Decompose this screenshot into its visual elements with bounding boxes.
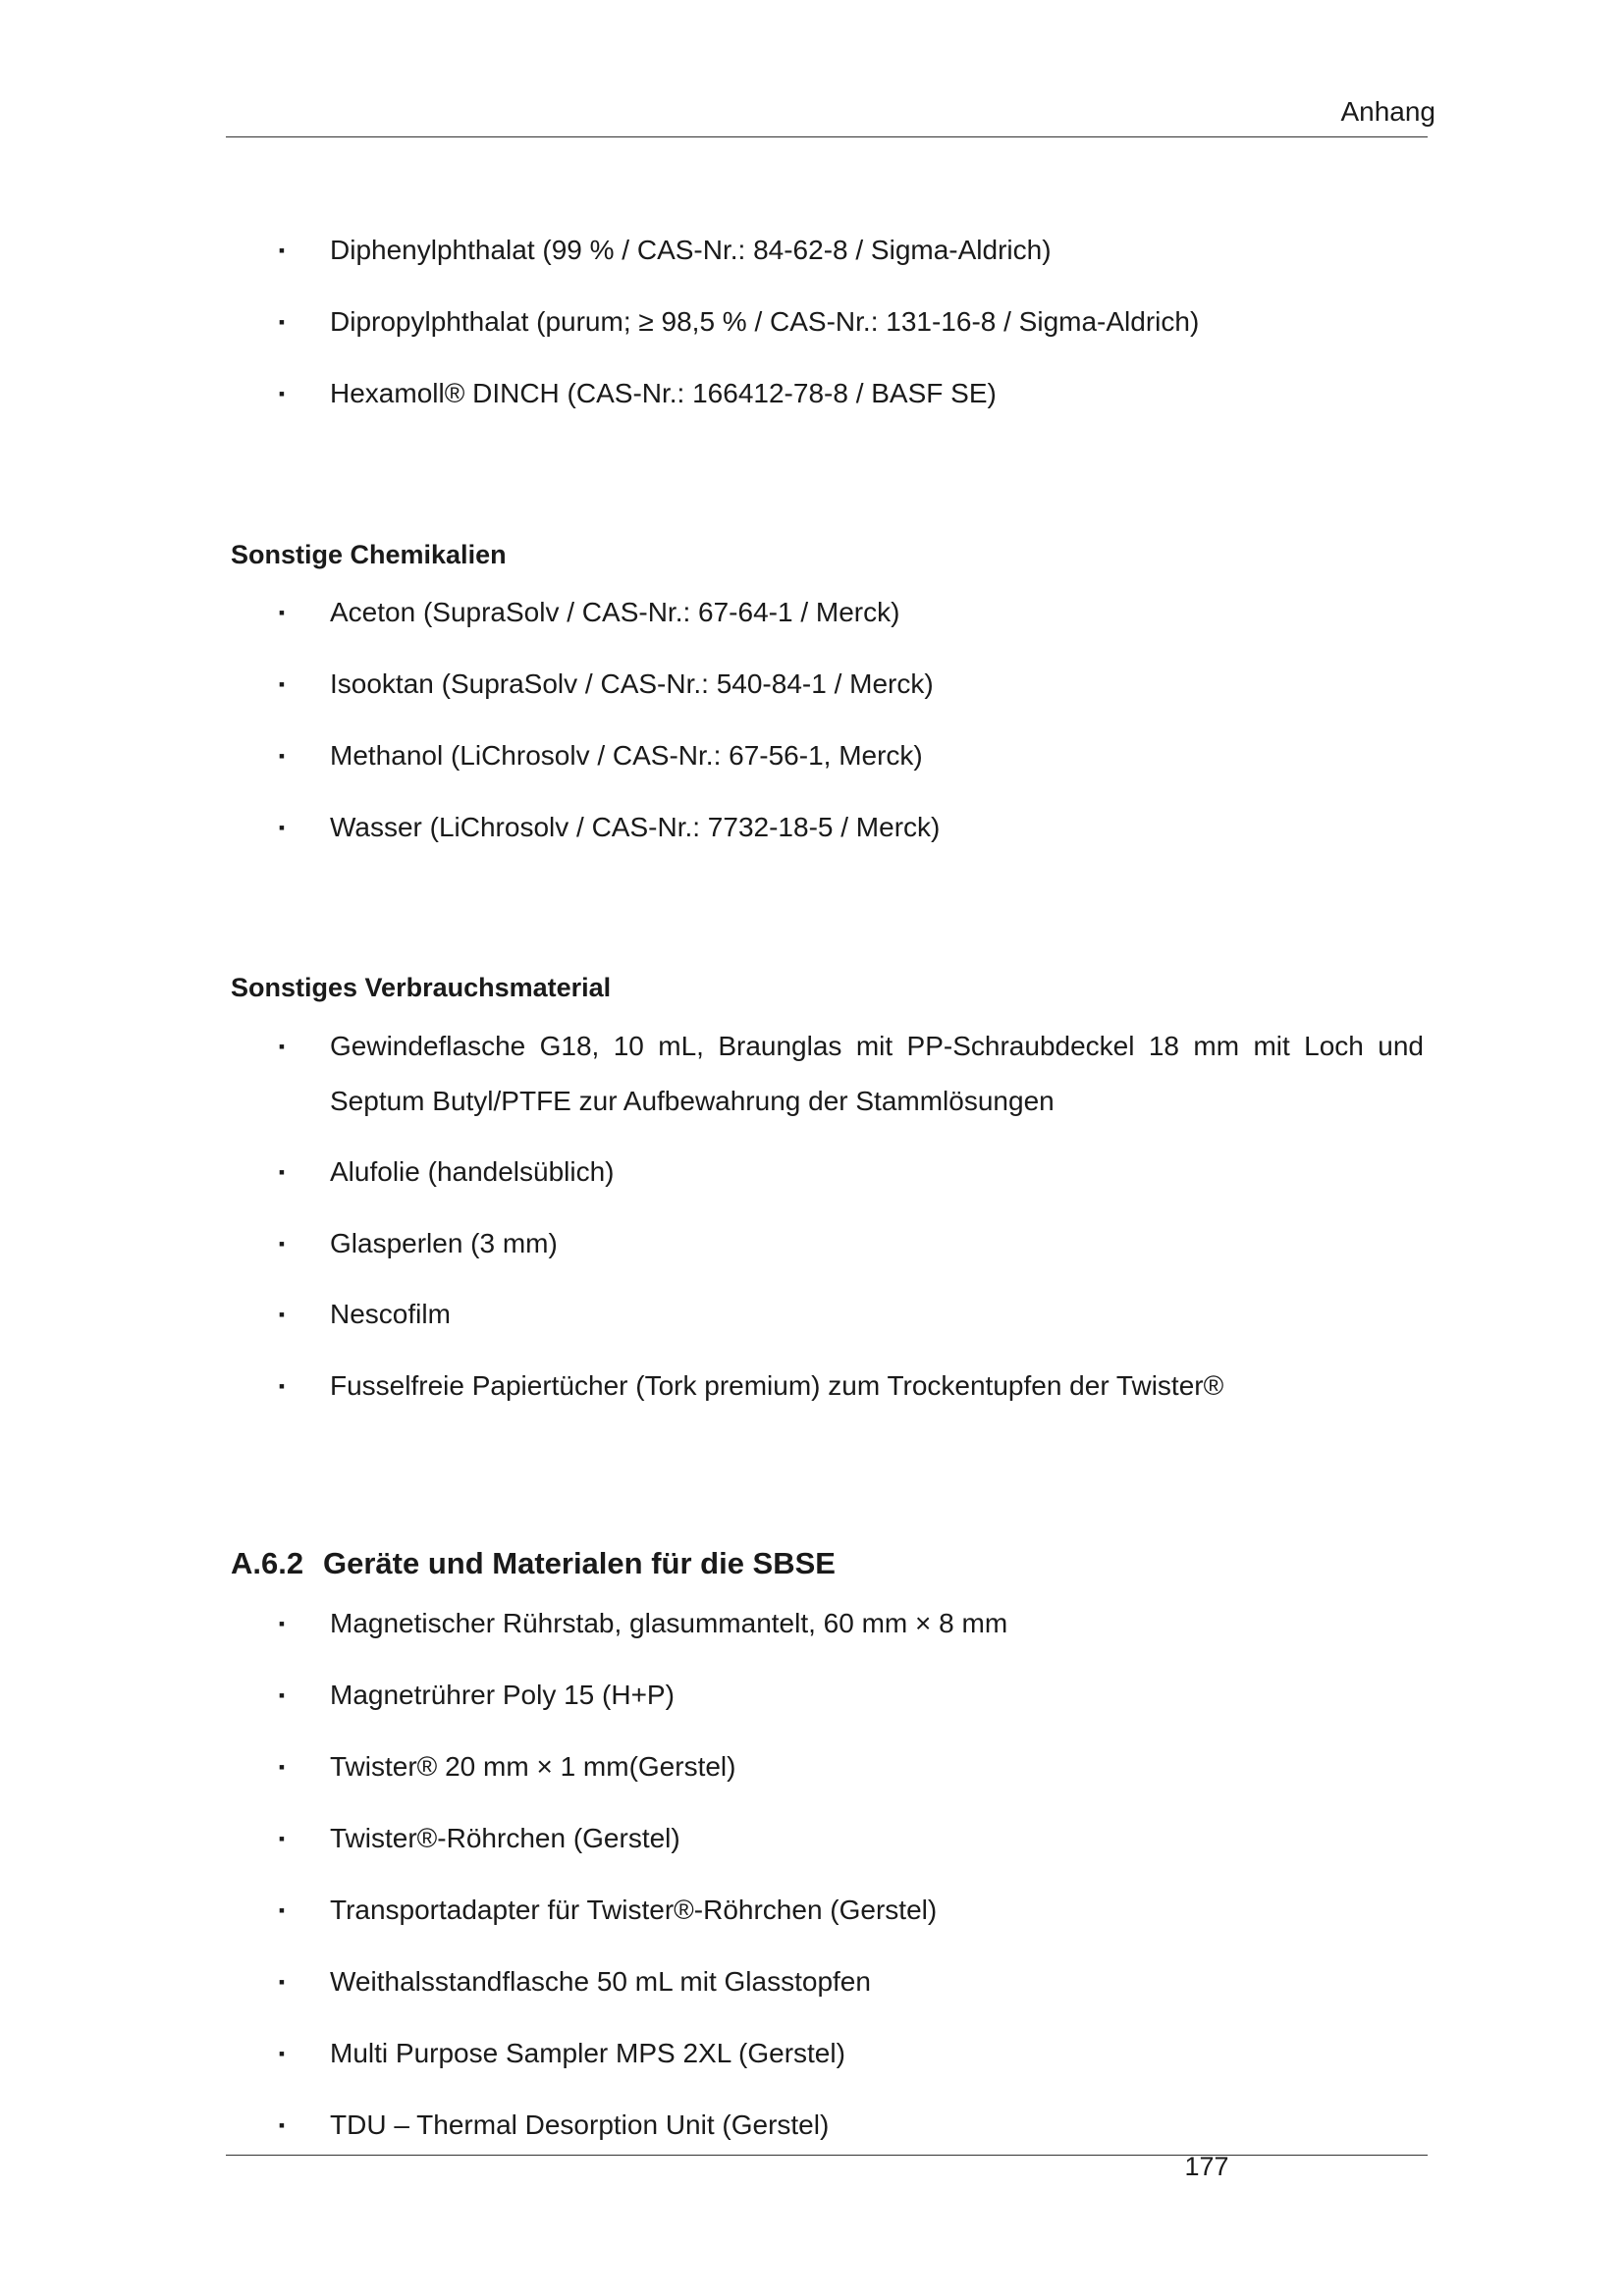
list-item-text: Alufolie (handelsüblich) xyxy=(330,1156,615,1187)
list-item-text: Wasser (LiChrosolv / CAS-Nr.: 7732-18-5 / Merck) xyxy=(330,812,941,842)
list-item-text: Glasperlen (3 mm) xyxy=(330,1228,558,1258)
bullet-icon: ▪ xyxy=(278,1829,286,1848)
bullet-icon: ▪ xyxy=(278,240,286,260)
list-item-text: Methanol (LiChrosolv / CAS-Nr.: 67-56-1, Merck) xyxy=(330,740,923,771)
list-item xyxy=(275,305,1424,339)
list-item xyxy=(275,811,1424,844)
list-item-text: Fusselfreie Papiertücher (Tork premium) zum Trockentupfen der Twister® xyxy=(330,1370,1224,1401)
list-item-text: Diphenylphthalat (99 % / CAS-Nr.: 84-62-8 / Sigma-Aldrich) xyxy=(330,235,1052,265)
section-heading-consumables: Sonstiges Verbrauchsmaterial xyxy=(231,973,612,1002)
list-item xyxy=(275,1155,1424,1189)
list-item xyxy=(275,2037,1424,2070)
list-item-text: Nescofilm xyxy=(330,1299,451,1329)
list-item-text: Weithalsstandflasche 50 mL mit Glasstopfen xyxy=(330,1966,871,1997)
list-item-text: Transportadapter für Twister®-Röhrchen (Gerstel) xyxy=(330,1895,938,1925)
header-rule xyxy=(226,136,1428,137)
page-number: 177 xyxy=(1184,2152,1229,2181)
bullet-icon: ▪ xyxy=(278,1614,286,1633)
bullet-icon: ▪ xyxy=(278,603,286,622)
list-item-text: Hexamoll® DINCH (CAS-Nr.: 166412-78-8 / BASF SE) xyxy=(330,378,997,408)
list-item xyxy=(275,2109,1424,2142)
bullet-icon: ▪ xyxy=(278,384,286,403)
list-item-text: Twister® 20 mm × 1 mm(Gerstel) xyxy=(330,1751,736,1782)
list-item-text: Isooktan (SupraSolv / CAS-Nr.: 540-84-1 / Merck) xyxy=(330,668,934,699)
footer-rule xyxy=(226,2155,1428,2156)
list-item xyxy=(275,1607,1424,1640)
section-heading-chemicals: Sonstige Chemikalien xyxy=(231,540,507,569)
bullet-icon: ▪ xyxy=(278,1037,286,1056)
bullet-icon: ▪ xyxy=(278,1162,286,1182)
list-item xyxy=(275,234,1424,267)
subsection-title: Geräte und Materialen für die SBSE xyxy=(323,1546,836,1580)
list-item xyxy=(275,1750,1424,1784)
bullet-icon: ▪ xyxy=(278,1685,286,1705)
bullet-icon: ▪ xyxy=(278,2115,286,2135)
list-item-text: Aceton (SupraSolv / CAS-Nr.: 67-64-1 / Merck) xyxy=(330,597,900,627)
list-item xyxy=(275,1030,1424,1129)
list-item xyxy=(275,1227,1424,1260)
list-item-text: Twister®-Röhrchen (Gerstel) xyxy=(330,1823,680,1853)
list-item xyxy=(275,667,1424,701)
list-item-text: Multi Purpose Sampler MPS 2XL (Gerstel) xyxy=(330,2038,845,2068)
list-item-text: Gewindeflasche G18, 10 mL, Braunglas mit PP-Schraubdeckel 18 mm mit Loch und Septum Butyl/PTFE zur Aufbewahrung der Stammlösungen xyxy=(330,1031,1424,1116)
list-item xyxy=(275,1822,1424,1855)
bullet-icon: ▪ xyxy=(278,2044,286,2063)
bullet-icon: ▪ xyxy=(278,312,286,332)
list-item xyxy=(275,596,1424,629)
bullet-icon: ▪ xyxy=(278,1900,286,1920)
list-item xyxy=(275,377,1424,410)
running-header: Anhang xyxy=(1340,96,1435,127)
list-item-text: Magnetrührer Poly 15 (H+P) xyxy=(330,1680,675,1710)
bullet-icon: ▪ xyxy=(278,674,286,694)
list-item xyxy=(275,739,1424,773)
subsection-heading-sbse xyxy=(231,1546,836,1581)
bullet-icon: ▪ xyxy=(278,1234,286,1254)
subsection-number: A.6.2 xyxy=(231,1546,304,1580)
list-item-text: TDU – Thermal Desorption Unit (Gerstel) xyxy=(330,2109,830,2140)
bullet-icon: ▪ xyxy=(278,1757,286,1777)
list-item xyxy=(275,1298,1424,1331)
bullet-icon: ▪ xyxy=(278,1972,286,1992)
list-item xyxy=(275,1679,1424,1712)
list-item xyxy=(275,1369,1424,1403)
bullet-icon: ▪ xyxy=(278,818,286,837)
list-item-text: Magnetischer Rührstab, glasummantelt, 60 mm × 8 mm xyxy=(330,1608,1008,1638)
bullet-icon: ▪ xyxy=(278,746,286,766)
list-item xyxy=(275,1894,1424,1927)
list-item xyxy=(275,1965,1424,1999)
bullet-icon: ▪ xyxy=(278,1305,286,1324)
bullet-icon: ▪ xyxy=(278,1376,286,1396)
list-item-text: Dipropylphthalat (purum; ≥ 98,5 % / CAS-Nr.: 131-16-8 / Sigma-Aldrich) xyxy=(330,306,1200,337)
